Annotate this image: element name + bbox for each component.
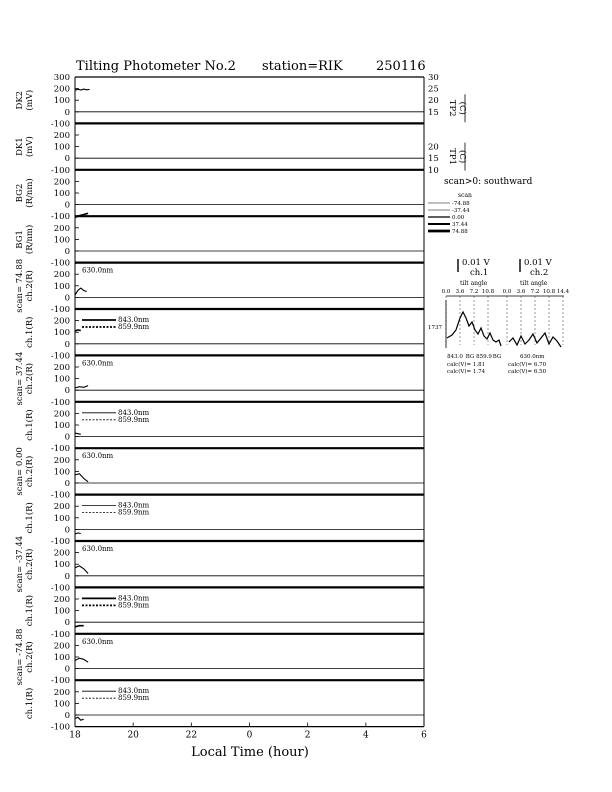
date-label: 250116 (376, 59, 426, 74)
y-tick-label: 200 (53, 223, 70, 234)
tp2-tick-label: 20 (428, 96, 439, 107)
y-tick-label: -100 (50, 444, 70, 455)
panel-unit-label: (mV) (25, 89, 35, 111)
tilt-tick-ch1: 3.6 (455, 289, 465, 295)
tilt-tick-ch2: 0.0 (502, 289, 512, 295)
panel-label: scan= 37.44 (15, 351, 25, 406)
y-tick-label: 200 (53, 316, 70, 327)
ch1-scale-label: 0.01 V (462, 258, 490, 268)
tp2-unit-label: (C) (457, 101, 467, 115)
y-tick-label: 100 (53, 560, 70, 571)
ch1-calc-value: calc(V)= 1.81 (447, 362, 486, 368)
legend-item: 74.88 (452, 229, 468, 235)
y-tick-label: 0 (64, 525, 70, 536)
tilt-tick-ch2: 7.2 (530, 289, 540, 295)
tilt-tick-ch2: 3.6 (516, 289, 526, 295)
panel-2 (15, 123, 424, 175)
y-tick-label: -100 (50, 490, 70, 501)
y-tick-label: 0 (64, 479, 70, 489)
wavelength-label: 843.0nm (118, 687, 150, 696)
ch1-filter-label: 859.9 (476, 354, 492, 360)
y-tick-label: -100 (50, 258, 70, 269)
y-tick-label: -100 (50, 537, 70, 547)
tilt-tick-ch1: 10.8 (481, 289, 495, 295)
ch2-calc-value: calc(V)= 6.50 (508, 369, 547, 375)
tilt-tick-ch1: 7.2 (469, 289, 479, 295)
y-tick-label: 200 (53, 131, 70, 141)
y-tick-label: 200 (53, 363, 70, 373)
x-tick-label: 20 (127, 730, 139, 741)
scan-legend (428, 177, 533, 235)
chart-title: Tilting Photometer No.2 (76, 59, 236, 74)
y-tick-label: -100 (50, 119, 70, 130)
wavelength-label: 630.0nm (82, 452, 114, 461)
wavelength-label: 630.0nm (82, 266, 114, 275)
series-line (75, 288, 87, 295)
tp1-tick-label: 20 (428, 142, 439, 153)
tp2-tick-label: 15 (428, 107, 439, 118)
panel-label: scan= 74.88 (15, 258, 25, 313)
series-line (75, 658, 88, 662)
y-tick-label: -100 (50, 212, 70, 223)
y-tick-label: 100 (53, 653, 70, 663)
y-tick-label: 100 (53, 606, 70, 617)
panel-13 (15, 629, 424, 687)
y-tick-label: 100 (53, 328, 70, 339)
tp2-axis-label: TP2 (447, 99, 457, 117)
spectrum-inset (428, 258, 570, 375)
y-tick-label: 100 (53, 421, 70, 431)
ch2-label: ch.2 (530, 268, 549, 278)
y-tick-label: 100 (53, 96, 70, 107)
y-tick-label: -100 (50, 351, 70, 362)
x-tick-label: 6 (421, 730, 427, 741)
series-line (75, 433, 81, 434)
ch1-filter-label: BG (492, 354, 502, 360)
legend-header: scan (458, 192, 472, 199)
panel-unit-label: ch.1(R) (25, 502, 35, 534)
y-tick-label: 100 (53, 281, 70, 292)
x-tick-label: 4 (362, 730, 369, 741)
y-tick-label: 0 (64, 571, 70, 582)
y-tick-label: 200 (53, 595, 70, 605)
x-tick-label: 0 (246, 730, 253, 741)
y-tick-label: 200 (53, 641, 70, 652)
wavelength-label: 859.9nm (118, 601, 150, 610)
tp1-tick-label: 10 (428, 165, 439, 176)
panel-8 (24, 402, 424, 454)
panel-14 (24, 680, 424, 732)
panel-unit-label: ch.1(R) (25, 409, 35, 441)
legend-title: scan>0: southward (444, 177, 533, 187)
y-tick-label: 0 (64, 200, 70, 211)
ch2-calc-value: calc(V)= 6.70 (508, 362, 547, 368)
header (76, 59, 426, 74)
series-line (75, 474, 88, 482)
x-tick-label: 22 (185, 730, 198, 741)
x-tick-label: 18 (69, 730, 81, 741)
y-tick-label: 0 (64, 386, 70, 397)
y-tick-label: 200 (53, 409, 70, 420)
y-tick-label: 200 (53, 177, 70, 188)
legend-item: 37.44 (452, 222, 468, 228)
panel-1 (15, 73, 424, 129)
panel-unit-label: ch.1(R) (25, 316, 35, 348)
panel-12 (24, 587, 424, 639)
y-tick-label: 100 (53, 235, 70, 246)
ch1-filter-label: BG (465, 354, 475, 360)
y-tick-label: 200 (53, 687, 70, 698)
tp1-axis-label: TP1 (447, 148, 457, 165)
legend-item: -37.44 (452, 208, 470, 214)
ch1-filter-label: 843.0 (447, 354, 463, 360)
y-tick-label: 0 (64, 711, 70, 721)
y-tick-label: 200 (53, 270, 70, 281)
legend-item: 0.00 (452, 215, 465, 221)
series-line (75, 89, 90, 90)
x-tick-label: 2 (304, 730, 311, 741)
series-line (75, 717, 84, 720)
series-line (75, 566, 88, 574)
x-axis-label: Local Time (hour) (191, 745, 309, 760)
panel-label: scan= -74.88 (15, 628, 25, 686)
wavelength-label: 859.9nm (118, 415, 150, 424)
panel-7 (15, 352, 424, 408)
x-axis (69, 723, 427, 760)
panel-label: scan= -37.44 (15, 535, 25, 593)
panel-label: DK2 (15, 90, 25, 110)
y-tick-label: 100 (53, 467, 70, 478)
ch1-label: ch.1 (470, 268, 489, 278)
panel-11 (15, 536, 424, 594)
panel-unit-label: ch.2(R) (25, 455, 35, 488)
tilt-tick-ch2: 14.4 (556, 289, 570, 295)
panel-5 (15, 259, 424, 315)
panel-label: DK1 (15, 137, 25, 156)
y-tick-label: 0 (64, 293, 70, 304)
panel-unit-label: ch.2(R) (25, 270, 35, 302)
tp1-tick-label: 15 (428, 154, 439, 165)
y-tick-label: 0 (64, 432, 70, 443)
panel-9 (15, 447, 424, 500)
y-tick-label: -100 (50, 397, 70, 408)
panel-unit-label: ch.2(R) (25, 641, 35, 673)
wavelength-label: 630.0nm (82, 359, 114, 368)
panel-unit-label: ch.1(R) (25, 687, 35, 720)
panel-10 (24, 495, 424, 547)
wavelength-label: 843.0nm (118, 501, 150, 510)
wavelength-label: 859.9nm (118, 508, 150, 517)
wavelength-label: 630.0nm (82, 637, 114, 646)
y-tick-label: 0 (64, 107, 70, 118)
y-tick-label: 200 (53, 502, 70, 513)
ch2-scale-label: 0.01 V (524, 258, 552, 268)
y-tick-label: -100 (50, 583, 70, 594)
inset-y-tick: 1737 (428, 325, 442, 331)
panel-stack (15, 73, 468, 733)
series-line (75, 626, 84, 627)
series-line (75, 386, 88, 388)
panel-unit-label: ch.2(R) (25, 362, 35, 395)
y-tick-label: 100 (53, 513, 70, 524)
ch1-calc-value: calc(V)= 1.74 (447, 369, 486, 375)
tilt-label-ch1: tilt angle (460, 280, 488, 287)
wavelength-label: 859.9nm (118, 694, 150, 703)
panel-unit-label: ch.2(R) (25, 548, 35, 580)
panel-unit-label: ch.1(R) (25, 594, 35, 627)
series-line (75, 533, 81, 534)
wavelength-label: 843.0nm (118, 594, 150, 603)
panel-label: BG1 (15, 230, 25, 249)
y-tick-label: -100 (50, 305, 70, 315)
y-tick-label: 0 (64, 618, 70, 629)
panel-unit-label: (R/nm) (25, 178, 35, 208)
panel-4 (15, 216, 424, 268)
y-tick-label: 100 (53, 374, 70, 385)
tilt-tick-ch2: 10.8 (542, 289, 556, 295)
y-tick-label: 100 (53, 699, 70, 710)
tilt-label-ch2: tilt angle (520, 280, 548, 287)
panel-unit-label: (mV) (25, 136, 35, 158)
tp1-unit-label: (C) (457, 150, 467, 164)
y-tick-label: -100 (50, 165, 70, 176)
panel-6 (24, 309, 424, 361)
wavelength-label: 843.0nm (118, 316, 150, 324)
ch2-filter-label: 630.0nm (520, 354, 545, 360)
series-line (75, 330, 81, 331)
tp2-tick-label: 30 (428, 73, 439, 83)
legend-item: -74.88 (452, 201, 470, 207)
panel-label: scan= 0.00 (15, 447, 25, 496)
y-tick-label: 200 (53, 455, 70, 466)
y-tick-label: 0 (64, 664, 70, 675)
y-tick-label: 200 (53, 84, 70, 95)
y-tick-label: 100 (53, 189, 70, 199)
tilt-tick-ch1: 0.0 (441, 289, 451, 295)
wavelength-label: 843.0nm (118, 408, 150, 417)
y-tick-label: -100 (50, 722, 70, 733)
y-tick-label: 100 (53, 142, 70, 153)
wavelength-label: 859.9nm (118, 323, 150, 331)
panel-3 (15, 170, 424, 222)
y-tick-label: 0 (64, 247, 70, 257)
y-tick-label: 0 (64, 339, 70, 350)
y-tick-label: 200 (53, 548, 70, 559)
panel-label: BG2 (15, 183, 25, 203)
station-label: station=RIK (262, 59, 343, 74)
y-tick-label: 0 (64, 154, 70, 165)
y-tick-label: -100 (50, 676, 70, 687)
wavelength-label: 630.0nm (82, 545, 114, 553)
panel-unit-label: (R/nm) (25, 224, 35, 255)
y-tick-label: -100 (50, 629, 70, 640)
y-tick-label: 300 (53, 73, 70, 83)
tp2-tick-label: 25 (428, 84, 439, 95)
